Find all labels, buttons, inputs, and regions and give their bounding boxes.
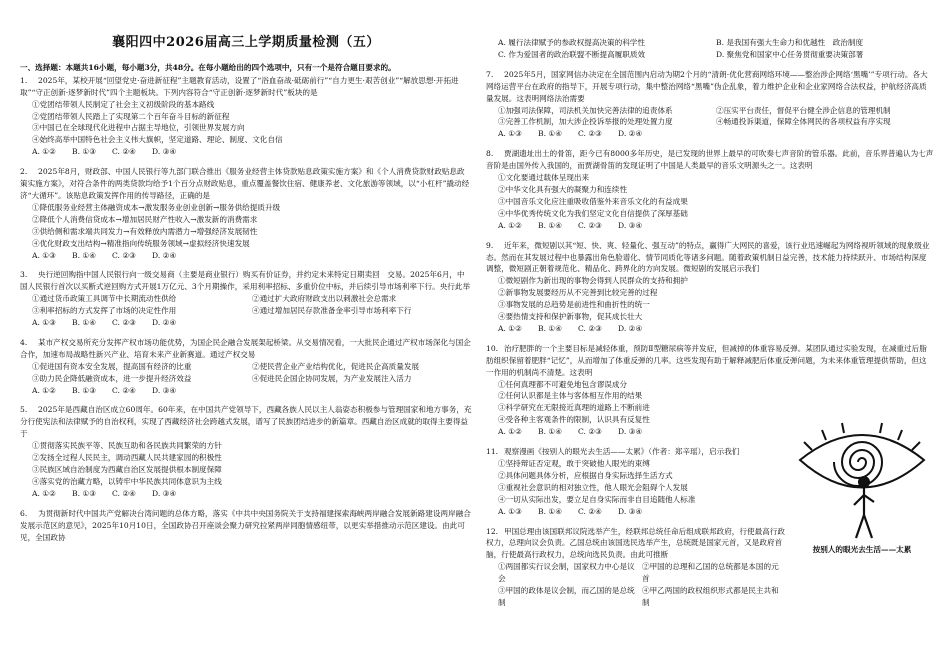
option-item: ④通过增加居民存款准备金率引导市场利率下行	[252, 306, 412, 316]
option-item: ②任何认识都是主体与客体相互作用的结果	[498, 391, 643, 401]
answer-choice[interactable]: A. ①③	[32, 318, 56, 328]
question-text: 为贯彻新时代中国共产党解决台湾问题的总体方略，落实《中共中央国务院关于支持福建探索海峡两岸融合发展新路建设两岸融合发展示范区的意见》，2025年10月10日，全国政协召开座谈会聚力研究拉紧两岸同胞情感纽带，以更实举措推动示范区建设。由此可见，全国政协	[20, 508, 471, 542]
question-number: 4.	[20, 337, 28, 347]
answer-choice[interactable]: C. ②③	[112, 250, 136, 260]
answer-choice[interactable]: A. ①③	[498, 129, 522, 139]
section-heading: 一、选择题：本题共16小题，每小题3分，共48分。在每小题给出的四个选项中，只有一个是符合题目要求的。	[20, 62, 396, 72]
answer-choice[interactable]: D. ③④	[618, 506, 643, 516]
question-number: 3.	[20, 270, 28, 280]
option-item: ②新事物发展要经历从不完善到比较完善的过程	[498, 288, 658, 298]
question-number: 5.	[20, 405, 28, 415]
question-text: 央行逆回购指中国人民银行向一级交易商（主要是商业银行）购买有价证券，并约定未来特定日期卖回 交易。2025年6月，中国人民银行首次以买断式逆回购方式开展1万亿元、3个月期操作，采用利率招标、多重价位中标，并后续引导市场利率下行。央行此举	[20, 270, 471, 292]
answer-choice[interactable]: C. ②④	[112, 147, 136, 157]
question-block	[486, 526, 786, 609]
answer-choice[interactable]: B. ①④	[72, 318, 97, 328]
answer-choice[interactable]: D. ②④	[152, 318, 177, 328]
option-row	[486, 561, 786, 585]
question-number: 12.	[486, 526, 499, 536]
option-item: B. 是我国有强大生命力和优越性 政治制度	[716, 38, 864, 47]
option-item: ③重视社会意识的相对独立性，他人眼光会阻碍个人发展	[498, 482, 688, 492]
question-block	[486, 69, 934, 140]
answer-choices	[20, 488, 472, 500]
answer-choices	[486, 323, 934, 335]
spacer	[486, 336, 934, 343]
question-text: 治疗肥胖的一个主要目标是减轻体重，预防Ⅱ型糖尿病等并发症，但减掉的体重容易反弹。某团队通过实验发现，在减重过后脂肪组织保留着肥胖“记忆”，从而增加了体重反弹的几率。这些发现有助于解释减肥后体重反弹问题，为未来体重管理提供帮助，但这一作用的机制尚不清楚。这表明	[486, 343, 927, 377]
option-item: ③利率招标的方式发挥了市场的决定性作用	[32, 306, 177, 316]
question-number: 9.	[486, 240, 494, 250]
answer-choice[interactable]: D. ③④	[152, 385, 177, 395]
option-item: ③民族区域自治制度为西藏自治区发展提供根本制度保障	[32, 465, 222, 474]
spacer	[20, 262, 472, 269]
question-text: 近年来，微短剧以其“短、快、爽、轻量化、强互动”的特点，赢得广大网民的喜爱，该行业迅速崛起为网络视听领域的现象级业态。然而在其发展过程中也暴露出角色脸谱化、情节同质化等诸多问题。随着政策机制日益完善，技术能力持续跃升、市场结构深度调整，微短剧正朝着规范化、精品化、跨界化的方向发展。微短剧的发展启示我们	[486, 240, 930, 274]
question-stem	[20, 337, 472, 361]
question-number: 8.	[486, 149, 494, 159]
answer-choice[interactable]: C. ②③	[578, 129, 602, 139]
spacer	[486, 141, 934, 148]
answer-choice[interactable]: D. ②④	[618, 323, 643, 333]
option-item: ②压实平台责任，督促平台健全涉企信息的管理机制	[716, 105, 891, 115]
answer-choices	[20, 250, 472, 262]
question-text: 2025年，某校开展“回望党史·奋进新征程”主题教育活动，设置了“浴血奋战·砥砺前行”“自力更生·艰苦创业”“解放思想·开拓进取”“守正创新·逐梦新时代”四个主题板块。下列内容符合“守正创新·逐梦新时代”板块的是	[20, 75, 459, 97]
answer-choice[interactable]: A. ①②	[498, 323, 522, 333]
option-item: ①两国都实行议会制，国家权力中心是议会	[498, 562, 635, 584]
answer-choice[interactable]: D. ②④	[152, 250, 177, 260]
option-item: ③完善工作机制，加大涉企投诉举报的处理处置力度	[498, 117, 673, 127]
question-stem	[20, 269, 472, 293]
question-text: 2025年5月，国家网信办决定在全国范围内启动为期2个月的“清朗·优化营商网络环境——整治涉企网络‘黑嘴’”专项行动。各大网络运营平台在政府的指导下，开展专项行动，集中整治网络“黑嘴”伪企乱象，着力维护企业和企业家网络合法权益，护航经济高质量发展。这表明网络法治需要	[486, 69, 928, 103]
spacer	[20, 501, 472, 508]
answer-choice[interactable]: A. ①②	[32, 385, 56, 395]
option-item: ③供给侧和需求端共同发力→有效释放内需潜力→增强经济发展韧性	[32, 226, 258, 236]
cartoon-spiral	[834, 442, 882, 486]
option-item: ④优化财政支出结构→精准指向传统服务领域→虚拟经济快速发展	[32, 238, 250, 248]
option-item: ①降低服务业经营主体融资成本→激发服务业创业创新→服务供给提质升级	[32, 202, 281, 212]
answer-choice[interactable]: A. ①③	[32, 250, 56, 260]
cartoon-caption: 按别人的眼光去生活——太累	[812, 545, 912, 554]
answer-choice[interactable]: D. ③④	[152, 147, 177, 157]
option-item: ①文化要通过载体呈现出来	[498, 173, 590, 183]
option-item: D. 聚焦党和国家中心任务贯彻重要决策部署	[716, 49, 864, 59]
answer-choice[interactable]: A. ①③	[498, 506, 522, 516]
option-item: ②使民营企业产业结构优化，促进民企高质量发展	[252, 361, 420, 371]
option-item: ④要热情支持和保护新事物，促其成长壮大	[498, 312, 643, 322]
answer-choices	[486, 220, 934, 232]
option-item: ①坚持辩证否定观，敢于突破他人眼光的束缚	[498, 459, 650, 468]
question-text: 2025年是西藏自治区成立60周年。60年来，在中国共产党领导下，西藏各族人民以主人翁姿态积极参与管理国家和地方事务，充分行使宪法和法律赋予的自治权利，实现了西藏经济社会跨越式发展，谱写了民族团结进步的新篇章。西藏自治区成就的取得主要得益于	[20, 405, 472, 439]
option-item: ②党团结带领人民踏上了实现第二个百年奋斗目标的新征程	[32, 111, 230, 121]
answer-choice[interactable]: B. ①③	[72, 488, 97, 498]
option-item: ①贯彻落实民族平等、民族互助和各民族共同繁荣的方针	[32, 441, 222, 451]
answer-choices	[20, 146, 472, 158]
question-text: 甲国总理由该国联邦议院选举产生，经联邦总统任命后组成联邦政府，行使最高行政权力，总理向议会负责。乙国总统由该国选民选举产生，总统既是国家元首，又是政府首脑，行使最高行政权力，总统向选民负责。由此可推断	[486, 526, 785, 560]
option-item: ①促进国有资本安全发展，提高国有经济的比重	[32, 361, 192, 371]
answer-choice[interactable]: A. ①②	[498, 427, 522, 437]
question-block	[20, 75, 472, 158]
question-number: 1.	[20, 75, 28, 85]
option-row	[486, 116, 934, 128]
option-item: ①通过货币政策工具调节中长期流动性供给	[32, 294, 177, 304]
answer-choices	[20, 317, 472, 329]
option-row	[20, 293, 472, 305]
answer-choices	[20, 385, 472, 397]
option-item: ①任何真理都不可避免地包含谬误成分	[498, 379, 628, 389]
answer-choice[interactable]: C. ②③	[112, 318, 136, 328]
question-stem	[20, 75, 472, 99]
answer-choice[interactable]: D. ③④	[618, 427, 643, 437]
answer-choices	[486, 128, 934, 140]
question-stem	[486, 240, 934, 276]
answer-choice[interactable]: D. ②④	[618, 129, 643, 139]
option-item: ①党团结带领人民制定了社会主义初级阶段的基本路线	[32, 99, 215, 109]
spacer	[20, 330, 472, 337]
question-number: 6.	[20, 508, 28, 518]
option-row	[486, 105, 934, 117]
option-row	[20, 373, 472, 385]
spacer	[20, 397, 472, 404]
question-text: 2025年8月，财政部、中国人民银行等九部门联合推出《服务业经营主体贷款贴息政策实施方案》和《个人消费贷款财政贴息政策实施方案》，对符合条件的两类贷款均给予1个百分点财政贴息，重点覆盖餐饮住宿、健康养老、文化旅游等领域，以“小杠杆”撬动经济“大循环”。该贴息政策发挥作用的传导路径，正确的是	[20, 167, 470, 200]
cartoon-eye-figure	[792, 415, 932, 555]
answer-choice[interactable]: A. ①②	[32, 147, 56, 157]
answer-choice[interactable]: B. ①④	[538, 427, 563, 437]
question-block	[20, 404, 472, 499]
option-item: ②甲国的总理和乙国的总统都是本国的元首	[642, 562, 779, 584]
option-item: ④始终高举中国特色社会主义伟大旗帜，坚定道路、理论、制度、文化自信	[32, 135, 283, 145]
option-item: ②通过扩大政府财政支出以刺激社会总需求	[252, 294, 397, 304]
question-block	[486, 37, 934, 61]
spacer	[486, 610, 934, 617]
answer-choice[interactable]: C. ②③	[578, 323, 602, 333]
spacer	[20, 159, 472, 166]
option-item: ④甲乙两国的政权组织形式都是民主共和制	[642, 586, 779, 607]
option-item: ③中国音乐文化应注重吸收借鉴外来音乐文化的有益成果	[498, 196, 688, 206]
answer-choice[interactable]: A. ①②	[32, 488, 56, 498]
option-item: ④落实党的治藏方略，以铸牢中华民族共同体意识为主线	[32, 476, 222, 486]
question-text: 贾湖遗址出土的骨笛，距今已有8000多年历史，是已发现的世界上最早的可吹奏七声音阶的管乐器。此前，音乐界普遍认为七声音阶是由国外传入我国的，而贾湖骨笛的发现证明了中国是人类最早的音乐文明源头之一。这表明	[486, 149, 934, 171]
question-stem	[486, 526, 786, 562]
answer-choice[interactable]: D. ③④	[618, 220, 643, 230]
option-item: ②降低个人消费信贷成本→增加居民财产性收入→激发新的消费需求	[32, 214, 258, 224]
option-row	[486, 49, 934, 61]
question-text: 某市产权交易所充分发挥产权市场功能优势，为国企民企融合发展架起桥梁。从交易情况看，一大批民企通过产权市场深化与国企合作，加速布局战略性新兴产业、培育未来产业新赛道。通过产权交易	[20, 337, 471, 359]
option-item: ③科学研究在无限接近真理的道路上不断前进	[498, 403, 650, 413]
answer-choice[interactable]: B. ①④	[538, 323, 563, 333]
question-block	[486, 240, 934, 335]
answer-choice[interactable]: B. ①④	[538, 220, 563, 230]
question-block	[486, 148, 934, 231]
answer-choice[interactable]: C. ②③	[578, 220, 602, 230]
option-row	[486, 37, 934, 49]
option-item: ④促进民企国企协同发展，为产业发展注入活力	[252, 373, 412, 383]
answer-choice[interactable]: C. ②④	[112, 385, 136, 395]
option-item: ③事物发展的总趋势是前进性和曲折性的统一	[498, 300, 650, 310]
answer-choice[interactable]: B. ①③	[72, 147, 97, 157]
option-item: C. 作为爱国者的政治联盟不断提高履职质效	[498, 49, 646, 59]
option-item: ②中华文化具有强大的凝聚力和连续性	[498, 184, 628, 194]
question-block	[20, 166, 472, 261]
option-row	[486, 585, 786, 609]
question-stem	[20, 508, 472, 544]
option-item: ④中华优秀传统文化为我们坚定文化自信提供了深厚基础	[498, 208, 688, 218]
answer-choice[interactable]: B. ①④	[538, 129, 563, 139]
question-number: 11.	[486, 447, 499, 457]
page-title: 襄阳四中2026届高三上学期质量检测（五）	[112, 35, 380, 50]
cartoon-person	[854, 488, 874, 538]
answer-choice[interactable]: D. ③④	[152, 488, 177, 498]
option-item: ②发扬全过程人民民主，调动西藏人民共建家园的积极性	[32, 453, 222, 463]
left-column	[20, 0, 472, 551]
answer-choice[interactable]: B. ①③	[72, 385, 97, 395]
option-item: ③助力民企降低融资成本，进一步提升经济效益	[32, 373, 192, 383]
question-number: 7.	[486, 69, 494, 79]
question-block	[20, 337, 472, 397]
question-number: 10.	[486, 343, 499, 353]
option-item: ②具体问题具体分析，应根据自身实际选择生活方式	[498, 470, 673, 480]
spacer	[486, 62, 934, 69]
option-item: ③中国已在全球现代化进程中占据主导地位，引领世界发展方向	[32, 123, 245, 133]
question-block	[20, 269, 472, 329]
answer-choice[interactable]: B. ①④	[538, 506, 563, 516]
question-text: 观察漫画《按别人的眼光去生活——太累》（作者：郑辛瑶），启示我们	[504, 447, 740, 457]
cartoon-person-head	[859, 477, 869, 487]
question-number: 2.	[20, 167, 28, 177]
option-item: ④一切从实际出发，要立足自身实际而非自目追随他人标准	[498, 494, 696, 504]
option-item: ③甲国的政体是议会制，而乙国的是总统制	[498, 586, 635, 607]
question-stem	[20, 404, 472, 440]
answer-choice[interactable]: A. ①②	[498, 220, 522, 230]
spacer	[20, 544, 472, 551]
option-item: ①微短剧作为新出现的事物会得到人民群众的支持和拥护	[498, 276, 688, 286]
question-stem	[20, 166, 472, 202]
option-row	[20, 305, 472, 317]
option-item: ④畅通投诉渠道，保障全体网民的各项权益有序实现	[716, 117, 891, 127]
question-stem	[486, 148, 934, 172]
answer-choice[interactable]: B. ①④	[72, 250, 97, 260]
question-stem	[486, 69, 934, 105]
answer-choice[interactable]: C. ②④	[578, 506, 602, 516]
option-item: ④受各种主客观条件的限制，认识具有反复性	[498, 415, 650, 425]
option-item: A. 履行法律赋予的参政权提高决策的科学性	[498, 38, 645, 47]
answer-choice[interactable]: C. ②④	[112, 488, 136, 498]
question-stem	[486, 343, 934, 379]
question-block	[20, 508, 472, 544]
answer-choice[interactable]: C. ②③	[578, 427, 602, 437]
option-item: ①加强司法保障，司法机关加快完善法律的追责体系	[498, 105, 673, 115]
left-question-list	[20, 75, 472, 552]
option-row	[20, 361, 472, 373]
spacer	[486, 233, 934, 240]
